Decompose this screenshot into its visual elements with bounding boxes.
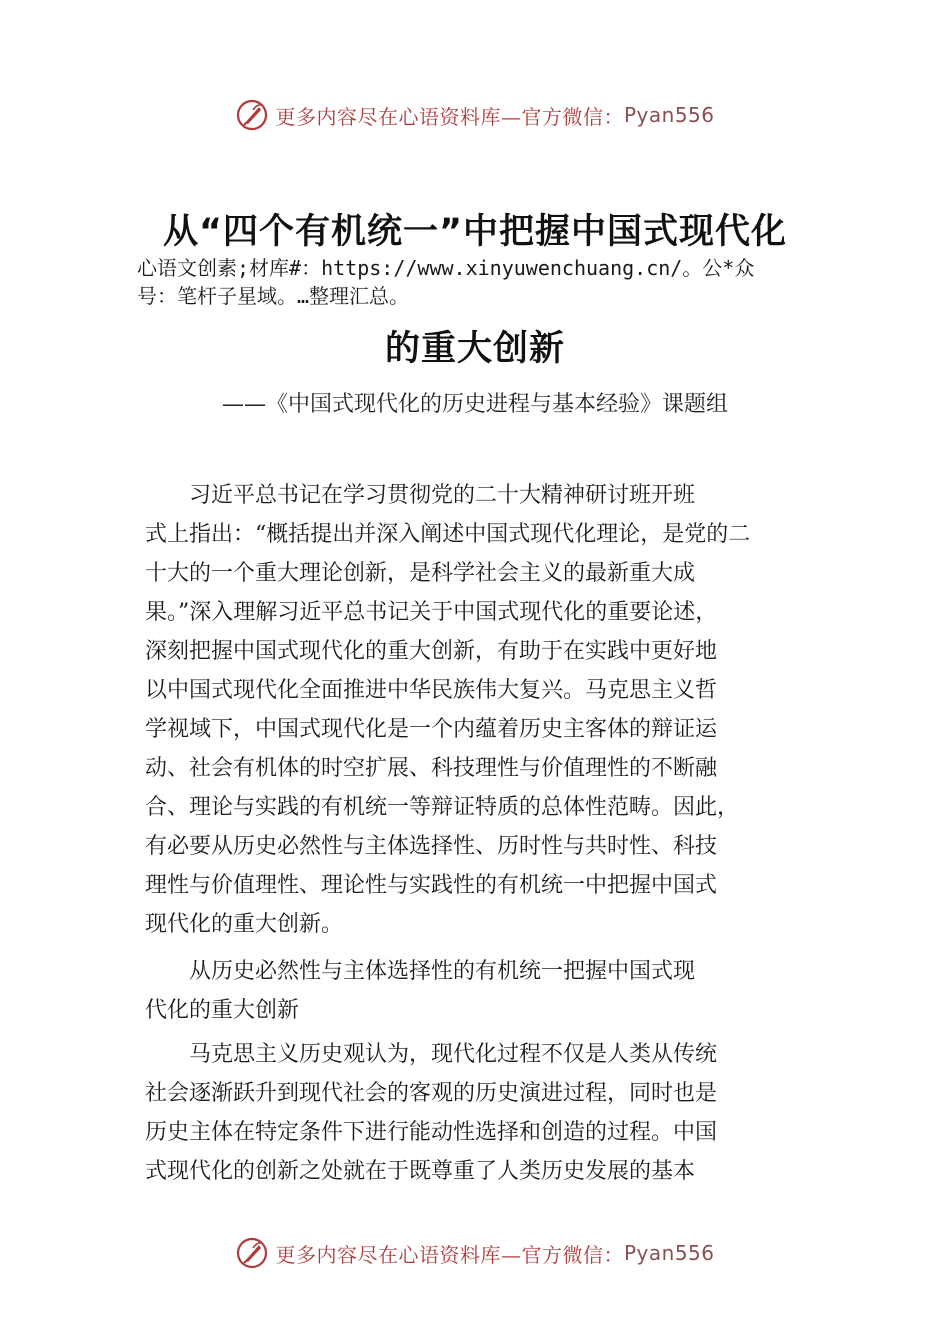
quill-pen-icon xyxy=(235,1236,269,1270)
watermark-line2: 号：笔杆子星域。…整理汇总。 xyxy=(137,284,410,308)
page-title-line2: 的重大创新 xyxy=(384,329,565,369)
footer-banner-wechat: Pyan556 xyxy=(623,1241,715,1265)
paragraph-line: 历史主体在特定条件下进行能动性选择和创造的过程。中国 xyxy=(145,1120,718,1145)
paragraph-line: 理性与价值理性、理论性与实践性的有机统一中把握中国式 xyxy=(145,873,718,898)
page-title-line1: 从“四个有机统一”中把握中国式现代化 xyxy=(162,212,787,252)
paragraph-line: 式上指出：“概括提出并深入阐述中国式现代化理论，是党的二 xyxy=(145,522,751,547)
footer-banner-text: 更多内容尽在心语资料库—官方微信： xyxy=(275,1242,624,1267)
watermark-line1: 心语文创素;材库#：https://www.xinyuwenchuang.cn/。公*众 xyxy=(137,256,755,280)
paragraph-line: 式现代化的创新之处就在于既尊重了人类历史发展的基本 xyxy=(145,1159,696,1184)
subtitle: ——《中国式现代化的历史进程与基本经验》课题组 xyxy=(221,392,728,417)
paragraph-line: 果。”深入理解习近平总书记关于中国式现代化的重要论述， xyxy=(145,600,718,625)
paragraph-line: 动、社会有机体的时空扩展、科技理性与价值理性的不断融 xyxy=(145,756,718,781)
paragraph-2 xyxy=(145,1035,825,1191)
paragraph-line: 现代化的重大创新。 xyxy=(145,912,344,937)
paragraph-1 xyxy=(145,476,825,944)
section-heading-line: 从历史必然性与主体选择性的有机统一把握中国式现 xyxy=(189,959,696,984)
header-banner xyxy=(0,95,950,135)
header-banner-wechat: Pyan556 xyxy=(623,103,715,127)
section-heading-line: 代化的重大创新 xyxy=(145,998,300,1023)
paragraph-line: 以中国式现代化全面推进中华民族伟大复兴。马克思主义哲 xyxy=(145,678,718,703)
paragraph-line: 社会逐渐跃升到现代社会的客观的历史演进过程，同时也是 xyxy=(145,1081,718,1106)
footer-banner xyxy=(0,1233,950,1273)
paragraph-line: 学视域下，中国式现代化是一个内蕴着历史主客体的辩证运 xyxy=(145,717,718,742)
header-banner-text: 更多内容尽在心语资料库—官方微信： xyxy=(275,104,624,129)
quill-pen-icon xyxy=(235,98,269,132)
paragraph-line: 马克思主义历史观认为，现代化过程不仅是人类从传统 xyxy=(189,1042,718,1067)
paragraph-line: 深刻把握中国式现代化的重大创新，有助于在实践中更好地 xyxy=(145,639,718,664)
paragraph-line: 习近平总书记在学习贯彻党的二十大精神研讨班开班 xyxy=(189,483,696,508)
paragraph-line: 十大的一个重大理论创新，是科学社会主义的最新重大成 xyxy=(145,561,696,586)
paragraph-line: 合、理论与实践的有机统一等辩证特质的总体性范畴。因此， xyxy=(145,795,740,820)
section-heading xyxy=(145,952,825,1030)
paragraph-line: 有必要从历史必然性与主体选择性、历时性与共时性、科技 xyxy=(145,834,718,859)
